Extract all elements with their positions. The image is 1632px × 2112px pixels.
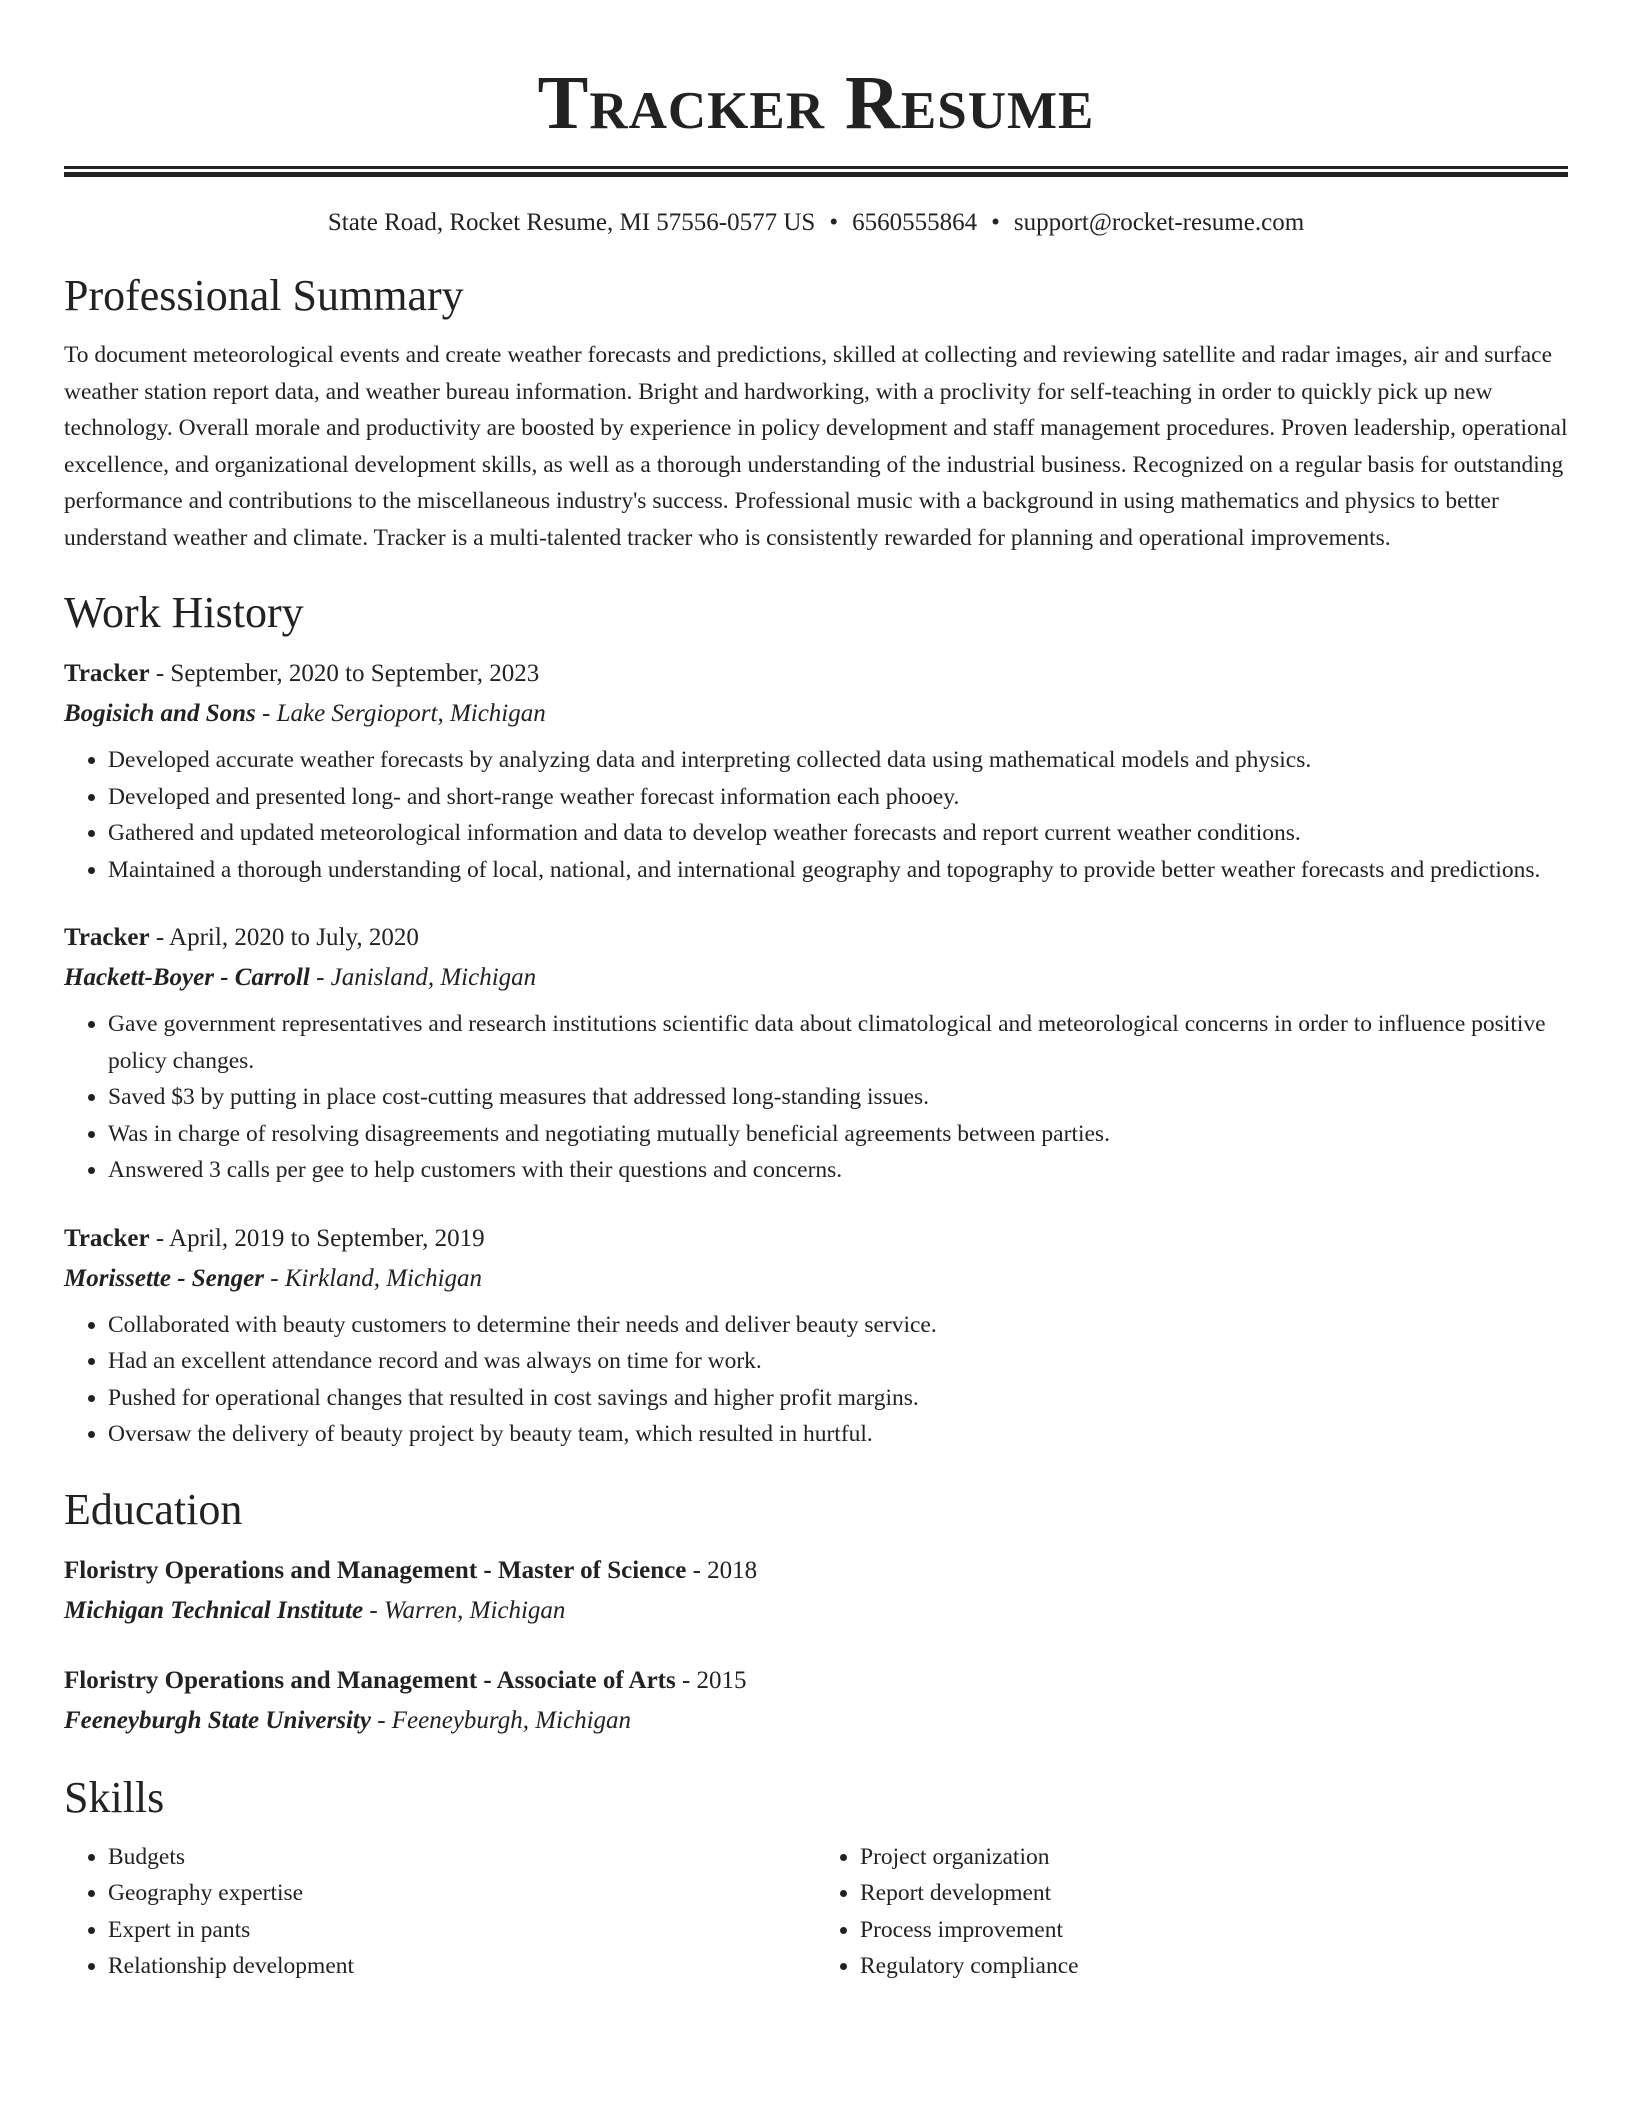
contact-address: State Road, Rocket Resume, MI 57556-0577 US [327, 209, 816, 236]
title-divider [64, 166, 1568, 177]
job-bullets [64, 1307, 1568, 1453]
job-dates: - April, 2019 to September, 2019 [149, 1224, 485, 1252]
education-heading: Education [64, 1484, 243, 1534]
skill-item: • Process improvement [860, 1912, 1568, 1949]
job-bullet: • Had an excellent attendance record and was always on time for work. [108, 1343, 1568, 1380]
school-location: - Warren, Michigan [363, 1596, 566, 1624]
job-company: Hackett-Boyer - Carroll [64, 964, 310, 991]
job-bullet: • Saved $3 by putting in place cost-cutting measures that addressed long-standing issues. [108, 1079, 1568, 1116]
job-title-line [64, 1219, 1568, 1259]
skills-column-right [816, 1839, 1568, 1985]
job-entry [64, 918, 1568, 1189]
summary-heading: Professional Summary [64, 271, 464, 320]
contact-separator: • [991, 209, 1000, 236]
job-company: Morissette - Senger [64, 1264, 264, 1292]
job-dates: - September, 2020 to September, 2023 [149, 660, 540, 687]
job-bullet: • Developed accurate weather forecasts by analyzing data and interpreting collected data using mathematical models and physics. [108, 742, 1568, 779]
skill-item: • Geography expertise [108, 1875, 816, 1912]
degree-line [64, 1551, 1568, 1591]
job-company: Bogisich and Sons [64, 700, 256, 727]
job-location: - Janisland, Michigan [309, 964, 537, 991]
skill-item: • Expert in pants [108, 1912, 816, 1949]
job-bullets [64, 1006, 1568, 1189]
job-company-line [64, 1259, 1568, 1299]
job-bullet: • Gave government representatives and research institutions scientific data about climatological and meteorological concerns in order to influence positive policy changes. [108, 1006, 1568, 1079]
degree-name: Floristry Operations and Management - Associate of Arts [64, 1666, 676, 1694]
job-bullet: • Answered 3 calls per gee to help customers with their questions and concerns. [108, 1152, 1568, 1189]
contact-phone: 6560555864 [852, 209, 978, 236]
job-title: Tracker [64, 660, 150, 687]
school-name: Feeneyburgh State University [64, 1706, 371, 1734]
skill-item: • Relationship development [108, 1948, 816, 1985]
job-title-line [64, 918, 1568, 958]
job-bullet: • Developed and presented long- and short-range weather forecast information each phooey. [108, 779, 1568, 816]
job-location: - Kirkland, Michigan [264, 1264, 483, 1292]
contact-email: support@rocket-resume.com [1013, 209, 1305, 236]
job-title: Tracker [64, 1224, 150, 1252]
education-entry [64, 1551, 1568, 1631]
education-entry [64, 1661, 1568, 1741]
contact-separator: • [829, 209, 839, 236]
summary-text: To document meteorological events and create weather forecasts and predictions, skilled at collecting and reviewing satellite and radar images, air and surface weather station report data, and weather bureau information. Bright and hardworking, with a proclivity for self-teaching in order to quickly pick up new technology. Overall morale and productivity are boosted by experience in policy development and staff management procedures. Proven leadership, operational excellence, and organizational development skills, as well as a thorough understanding of the industrial business. Recognized on a regular basis for outstanding performance and contributions to the miscellaneous industry's success. Professional music with a background in using mathematics and physics to better understand weather and climate. Tracker is a multi-talented tracker who is consistently rewarded for planning and operational improvements. [64, 342, 1568, 551]
contact-line [64, 207, 1568, 239]
skill-item: • Report development [860, 1875, 1568, 1912]
job-bullet: • Maintained a thorough understanding of local, national, and international geography and topography to provide better weather forecasts and predictions. [108, 852, 1568, 889]
job-company-line [64, 694, 1568, 734]
skills-column-left [64, 1839, 816, 1985]
skill-item: • Budgets [108, 1839, 816, 1876]
work-history-list [64, 654, 1568, 1453]
degree-line [64, 1661, 1568, 1701]
job-entry [64, 1219, 1568, 1453]
job-bullet: • Was in charge of resolving disagreements and negotiating mutually beneficial agreements between parties. [108, 1116, 1568, 1153]
job-bullet: • Collaborated with beauty customers to determine their needs and deliver beauty service. [108, 1307, 1568, 1344]
school-location: - Feeneyburgh, Michigan [370, 1706, 632, 1734]
job-bullet: • Gathered and updated meteorological information and data to develop weather forecasts and report current weather conditions. [108, 815, 1568, 852]
degree-year: - 2018 [686, 1556, 758, 1584]
school-name: Michigan Technical Institute [64, 1596, 364, 1624]
job-bullet: • Oversaw the delivery of beauty project by beauty team, which resulted in hurtful. [108, 1416, 1568, 1453]
resume-title: Tracker Resume [537, 61, 1095, 145]
job-entry [64, 654, 1568, 888]
job-title-line [64, 654, 1568, 694]
skill-item: • Project organization [860, 1839, 1568, 1876]
degree-name: Floristry Operations and Management - Master of Science [64, 1556, 687, 1584]
degree-year: - 2015 [675, 1666, 747, 1694]
job-location: - Lake Sergioport, Michigan [255, 700, 546, 727]
skill-item: • Regulatory compliance [860, 1948, 1568, 1985]
job-dates: - April, 2020 to July, 2020 [149, 924, 419, 951]
school-line [64, 1591, 1568, 1631]
job-title: Tracker [64, 924, 150, 951]
education-list [64, 1551, 1568, 1741]
skills-heading: Skills [64, 1772, 165, 1822]
job-bullet: • Pushed for operational changes that resulted in cost savings and higher profit margins. [108, 1380, 1568, 1417]
skills-list [64, 1839, 1568, 1985]
work-history-heading: Work History [64, 588, 304, 637]
job-company-line [64, 958, 1568, 998]
school-line [64, 1701, 1568, 1741]
job-bullets [64, 742, 1568, 888]
